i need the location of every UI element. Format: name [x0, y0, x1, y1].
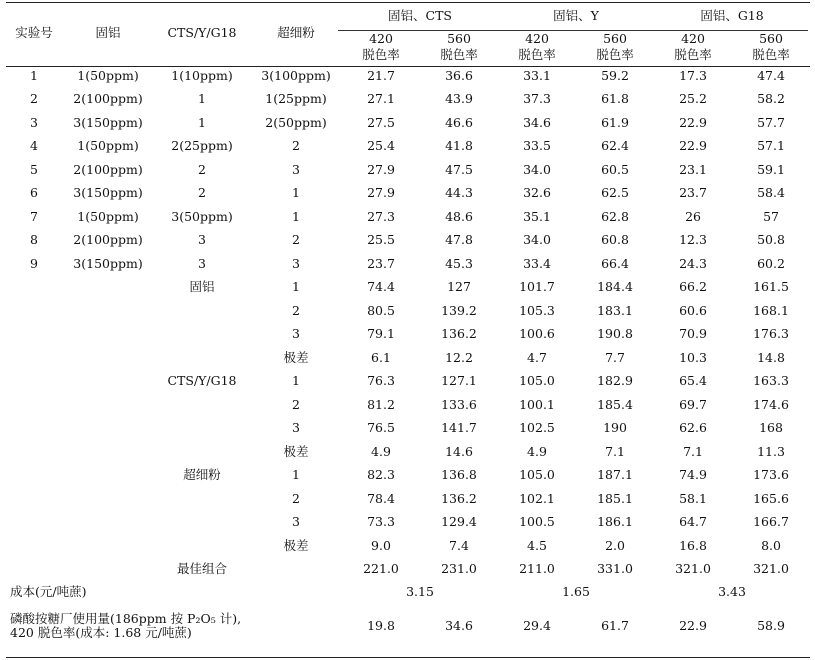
value-cell: 168: [759, 420, 783, 436]
analysis-row: [6, 276, 810, 300]
value-cell: 60.6: [679, 302, 707, 318]
factor-cell: [154, 534, 250, 558]
value-cell: 19.8: [367, 618, 395, 633]
level-cell: 极差: [283, 537, 309, 553]
value-cell: 184.4: [597, 279, 633, 295]
empty-cell: [62, 511, 154, 535]
value-cell: 102.1: [519, 490, 555, 506]
value-cell: 100.1: [519, 396, 555, 412]
value-cell: 61.7: [601, 618, 629, 633]
wavelength: 420: [525, 31, 549, 46]
value-cell: 46.6: [445, 114, 473, 130]
table-row: [6, 111, 810, 135]
exp-no-cell: 8: [30, 232, 38, 248]
value-cell: 17.3: [679, 67, 707, 83]
rate-label: 脱色率: [596, 47, 634, 62]
phosphate-label-line2: 420 脱色率(成本: 1.68 元/吨蔗): [10, 625, 192, 640]
level-cell: 1: [292, 373, 300, 389]
value-cell: 133.6: [441, 396, 477, 412]
cost-row: [6, 581, 810, 603]
empty-cell: [62, 323, 154, 347]
value-cell: 59.2: [601, 67, 629, 83]
empty-cell: [62, 276, 154, 300]
value-cell: 173.6: [753, 467, 789, 483]
cost-value: 3.43: [718, 584, 746, 599]
level-cell: 2: [292, 396, 300, 412]
value-cell: 136.2: [441, 490, 477, 506]
empty-cell: [62, 440, 154, 464]
value-cell: 60.8: [601, 232, 629, 248]
level-cell: 极差: [283, 443, 309, 459]
factor-cell: [154, 299, 250, 323]
value-cell: 60.5: [601, 161, 629, 177]
header-chaoxifen: 超细粉: [277, 25, 315, 40]
value-cell: 47.4: [757, 67, 785, 83]
value-cell: 102.5: [519, 420, 555, 436]
value-cell: 100.5: [519, 514, 555, 530]
value-cell: 231.0: [441, 561, 477, 577]
value-cell: 21.7: [367, 67, 395, 83]
chaoxifen-cell: 2: [292, 232, 300, 248]
value-cell: 7.4: [449, 537, 469, 553]
value-cell: 34.6: [445, 618, 473, 633]
value-cell: 163.3: [753, 373, 789, 389]
value-cell: 79.1: [367, 326, 395, 342]
empty-cell: [62, 299, 154, 323]
chaoxifen-cell: 2: [292, 138, 300, 154]
analysis-row: [6, 393, 810, 417]
header-wavelength-cell: [576, 30, 654, 64]
value-cell: 57.1: [757, 138, 785, 154]
chaoxifen-cell: 1: [292, 208, 300, 224]
empty-cell: [6, 346, 62, 370]
guliu-cell: 3(150ppm): [73, 255, 143, 271]
guliu-cell: 1(50ppm): [77, 138, 139, 154]
value-cell: 60.2: [757, 255, 785, 271]
value-cell: 36.6: [445, 67, 473, 83]
wavelength: 420: [369, 31, 393, 46]
header-cts: CTS/Y/G18: [167, 25, 237, 40]
value-cell: 27.9: [367, 161, 395, 177]
empty-cell: [6, 440, 62, 464]
value-cell: 64.7: [679, 514, 707, 530]
guliu-cell: 2(100ppm): [73, 161, 143, 177]
guliu-cell: 1(50ppm): [77, 208, 139, 224]
factor-cell: [154, 323, 250, 347]
value-cell: 47.5: [445, 161, 473, 177]
value-cell: 58.4: [757, 185, 785, 201]
value-cell: 41.8: [445, 138, 473, 154]
value-cell: 33.4: [523, 255, 551, 271]
exp-no-cell: 5: [30, 161, 38, 177]
value-cell: 25.4: [367, 138, 395, 154]
cts-cell: 3: [198, 232, 206, 248]
value-cell: 176.3: [753, 326, 789, 342]
value-cell: 61.8: [601, 91, 629, 107]
analysis-row: [6, 370, 810, 394]
value-cell: 80.5: [367, 302, 395, 318]
factor-cell: 最佳组合: [176, 561, 227, 577]
value-cell: 44.3: [445, 185, 473, 201]
value-cell: 136.2: [441, 326, 477, 342]
value-cell: 58.9: [757, 618, 785, 633]
cts-cell: 2: [198, 185, 206, 201]
guliu-cell: 2(100ppm): [73, 232, 143, 248]
value-cell: 166.7: [753, 514, 789, 530]
exp-no-cell: 4: [30, 138, 38, 154]
value-cell: 321.0: [675, 561, 711, 577]
wavelength: 560: [603, 31, 627, 46]
value-cell: 23.7: [367, 255, 395, 271]
value-cell: 174.6: [753, 396, 789, 412]
value-cell: 66.4: [601, 255, 629, 271]
empty-cell: [62, 558, 154, 582]
factor-cell: [154, 511, 250, 535]
chaoxifen-cell: 3(100ppm): [261, 67, 331, 83]
value-cell: 62.8: [601, 208, 629, 224]
value-cell: 2.0: [605, 537, 625, 553]
header-row-1: [6, 2, 810, 30]
empty-cell: [6, 558, 62, 582]
table-row: [6, 229, 810, 253]
empty-cell: [62, 393, 154, 417]
exp-no-cell: 6: [30, 185, 38, 201]
exp-no-cell: 7: [30, 208, 38, 224]
value-cell: 139.2: [441, 302, 477, 318]
analysis-row: [6, 440, 810, 464]
value-cell: 82.3: [367, 467, 395, 483]
value-cell: 48.6: [445, 208, 473, 224]
wavelength: 560: [447, 31, 471, 46]
cost-label: 成本(元/吨蔗): [10, 584, 87, 599]
empty-cell: [6, 393, 62, 417]
level-cell: [250, 558, 342, 582]
factor-cell: [154, 393, 250, 417]
value-cell: 105.0: [519, 467, 555, 483]
value-cell: 22.9: [679, 618, 707, 633]
factor-cell: [154, 440, 250, 464]
value-cell: 62.4: [601, 138, 629, 154]
rate-label: 脱色率: [518, 47, 556, 62]
analysis-row: [6, 487, 810, 511]
value-cell: 22.9: [679, 138, 707, 154]
value-cell: 9.0: [371, 537, 391, 553]
header-group: 固铝、Y: [553, 8, 599, 23]
value-cell: 70.9: [679, 326, 707, 342]
table-row: [6, 158, 810, 182]
header-wavelength-cell: [498, 30, 576, 64]
analysis-row: [6, 511, 810, 535]
empty-cell: [6, 487, 62, 511]
empty-cell: [6, 534, 62, 558]
value-cell: 331.0: [597, 561, 633, 577]
value-cell: 4.9: [371, 443, 391, 459]
value-cell: 29.4: [523, 618, 551, 633]
empty-cell: [6, 464, 62, 488]
cost-value: 1.65: [562, 584, 590, 599]
value-cell: 74.4: [367, 279, 395, 295]
value-cell: 78.4: [367, 490, 395, 506]
value-cell: 33.1: [523, 67, 551, 83]
value-cell: 141.7: [441, 420, 477, 436]
factor-cell: [154, 417, 250, 441]
cts-cell: 1: [198, 114, 206, 130]
factor-cell: 超细粉: [183, 467, 221, 483]
guliu-cell: 1(50ppm): [77, 67, 139, 83]
guliu-cell: 3(150ppm): [73, 185, 143, 201]
analysis-row: [6, 346, 810, 370]
value-cell: 76.5: [367, 420, 395, 436]
factor-cell: 固铝: [189, 279, 215, 295]
value-cell: 186.1: [597, 514, 633, 530]
analysis-row: [6, 299, 810, 323]
level-cell: 3: [292, 514, 300, 530]
level-cell: 3: [292, 420, 300, 436]
value-cell: 27.3: [367, 208, 395, 224]
level-cell: 1: [292, 467, 300, 483]
analysis-row: [6, 534, 810, 558]
value-cell: 136.8: [441, 467, 477, 483]
value-cell: 24.3: [679, 255, 707, 271]
cts-cell: 2(25ppm): [171, 138, 233, 154]
rate-label: 脱色率: [752, 47, 790, 62]
factor-cell: [154, 487, 250, 511]
table-row: [6, 64, 810, 88]
chaoxifen-cell: 1(25ppm): [265, 91, 327, 107]
value-cell: 37.3: [523, 91, 551, 107]
value-cell: 33.5: [523, 138, 551, 154]
empty-cell: [62, 464, 154, 488]
value-cell: 321.0: [753, 561, 789, 577]
header-guliu: 固铝: [95, 25, 121, 40]
value-cell: 58.1: [679, 490, 707, 506]
value-cell: 183.1: [597, 302, 633, 318]
header-wavelength-cell: [342, 30, 420, 64]
value-cell: 101.7: [519, 279, 555, 295]
value-cell: 58.2: [757, 91, 785, 107]
value-cell: 34.6: [523, 114, 551, 130]
value-cell: 57: [763, 208, 779, 224]
cost-value: 3.15: [406, 584, 434, 599]
header-wavelength-cell: [420, 30, 498, 64]
exp-no-cell: 1: [30, 67, 38, 83]
cts-cell: 1: [198, 91, 206, 107]
value-cell: 61.9: [601, 114, 629, 130]
analysis-row: [6, 323, 810, 347]
value-cell: 50.8: [757, 232, 785, 248]
value-cell: 62.5: [601, 185, 629, 201]
value-cell: 129.4: [441, 514, 477, 530]
value-cell: 161.5: [753, 279, 789, 295]
value-cell: 187.1: [597, 467, 633, 483]
cts-cell: 3(50ppm): [171, 208, 233, 224]
phosphate-label-line1: 磷酸按糖厂使用量(186ppm 按 P₂O₅ 计),: [10, 611, 242, 626]
value-cell: 32.6: [523, 185, 551, 201]
value-cell: 23.1: [679, 161, 707, 177]
empty-cell: [62, 534, 154, 558]
value-cell: 62.6: [679, 420, 707, 436]
value-cell: 4.7: [527, 349, 547, 365]
value-cell: 7.7: [605, 349, 625, 365]
empty-cell: [6, 511, 62, 535]
guliu-cell: 2(100ppm): [73, 91, 143, 107]
value-cell: 27.5: [367, 114, 395, 130]
value-cell: 14.6: [445, 443, 473, 459]
value-cell: 127: [447, 279, 471, 295]
header-exp-no: 实验号: [15, 25, 53, 40]
rate-label: 脱色率: [674, 47, 712, 62]
level-cell: 3: [292, 326, 300, 342]
value-cell: 165.6: [753, 490, 789, 506]
empty-cell: [62, 487, 154, 511]
analysis-row: [6, 417, 810, 441]
value-cell: 4.5: [527, 537, 547, 553]
chaoxifen-cell: 1: [292, 185, 300, 201]
rate-label: 脱色率: [440, 47, 478, 62]
table-row: [6, 182, 810, 206]
value-cell: 35.1: [523, 208, 551, 224]
chaoxifen-cell: 3: [292, 161, 300, 177]
analysis-row: [6, 558, 810, 582]
value-cell: 45.3: [445, 255, 473, 271]
level-cell: 2: [292, 490, 300, 506]
exp-no-cell: 2: [30, 91, 38, 107]
value-cell: 221.0: [363, 561, 399, 577]
empty-cell: [6, 417, 62, 441]
value-cell: 74.9: [679, 467, 707, 483]
value-cell: 168.1: [753, 302, 789, 318]
value-cell: 105.3: [519, 302, 555, 318]
cts-cell: 2: [198, 161, 206, 177]
value-cell: 73.3: [367, 514, 395, 530]
value-cell: 69.7: [679, 396, 707, 412]
value-cell: 10.3: [679, 349, 707, 365]
header-group: 固铝、CTS: [388, 8, 452, 23]
wavelength: 560: [759, 31, 783, 46]
header-group: 固铝、G18: [700, 8, 764, 23]
value-cell: 43.9: [445, 91, 473, 107]
bottom-rule: [6, 657, 810, 658]
value-cell: 14.8: [757, 349, 785, 365]
value-cell: 59.1: [757, 161, 785, 177]
value-cell: 190: [603, 420, 627, 436]
empty-cell: [62, 346, 154, 370]
value-cell: 12.2: [445, 349, 473, 365]
value-cell: 81.2: [367, 396, 395, 412]
empty-cell: [6, 276, 62, 300]
value-cell: 57.7: [757, 114, 785, 130]
value-cell: 4.9: [527, 443, 547, 459]
factor-cell: CTS/Y/G18: [167, 373, 237, 389]
table-row: [6, 88, 810, 112]
value-cell: 185.1: [597, 490, 633, 506]
value-cell: 190.8: [597, 326, 633, 342]
header-wavelength-cell: [732, 30, 810, 64]
chaoxifen-cell: 2(50ppm): [265, 114, 327, 130]
results-table: [6, 2, 810, 649]
value-cell: 7.1: [605, 443, 625, 459]
value-cell: 23.7: [679, 185, 707, 201]
phosphate-row: [6, 603, 810, 649]
level-cell: 2: [292, 302, 300, 318]
chaoxifen-cell: 3: [292, 255, 300, 271]
phosphate-label: [6, 603, 342, 649]
value-cell: 22.9: [679, 114, 707, 130]
value-cell: 16.8: [679, 537, 707, 553]
value-cell: 8.0: [761, 537, 781, 553]
value-cell: 6.1: [371, 349, 391, 365]
value-cell: 34.0: [523, 161, 551, 177]
exp-no-cell: 3: [30, 114, 38, 130]
value-cell: 11.3: [757, 443, 785, 459]
value-cell: 105.0: [519, 373, 555, 389]
value-cell: 127.1: [441, 373, 477, 389]
value-cell: 27.1: [367, 91, 395, 107]
value-cell: 25.5: [367, 232, 395, 248]
value-cell: 100.6: [519, 326, 555, 342]
value-cell: 12.3: [679, 232, 707, 248]
cts-cell: 1(10ppm): [171, 67, 233, 83]
value-cell: 34.0: [523, 232, 551, 248]
level-cell: 1: [292, 279, 300, 295]
rate-label: 脱色率: [362, 47, 400, 62]
value-cell: 47.8: [445, 232, 473, 248]
value-cell: 27.9: [367, 185, 395, 201]
table-row: [6, 205, 810, 229]
empty-cell: [6, 299, 62, 323]
wavelength: 420: [681, 31, 705, 46]
exp-no-cell: 9: [30, 255, 38, 271]
table-row: [6, 135, 810, 159]
level-cell: 极差: [283, 349, 309, 365]
empty-cell: [6, 323, 62, 347]
value-cell: 76.3: [367, 373, 395, 389]
value-cell: 182.9: [597, 373, 633, 389]
analysis-row: [6, 464, 810, 488]
table-row: [6, 252, 810, 276]
value-cell: 7.1: [683, 443, 703, 459]
value-cell: 185.4: [597, 396, 633, 412]
value-cell: 66.2: [679, 279, 707, 295]
cts-cell: 3: [198, 255, 206, 271]
empty-cell: [62, 417, 154, 441]
factor-cell: [154, 346, 250, 370]
value-cell: 26: [685, 208, 701, 224]
empty-cell: [62, 370, 154, 394]
empty-cell: [6, 370, 62, 394]
guliu-cell: 3(150ppm): [73, 114, 143, 130]
value-cell: 65.4: [679, 373, 707, 389]
header-wavelength-cell: [654, 30, 732, 64]
value-cell: 25.2: [679, 91, 707, 107]
value-cell: 211.0: [519, 561, 555, 577]
